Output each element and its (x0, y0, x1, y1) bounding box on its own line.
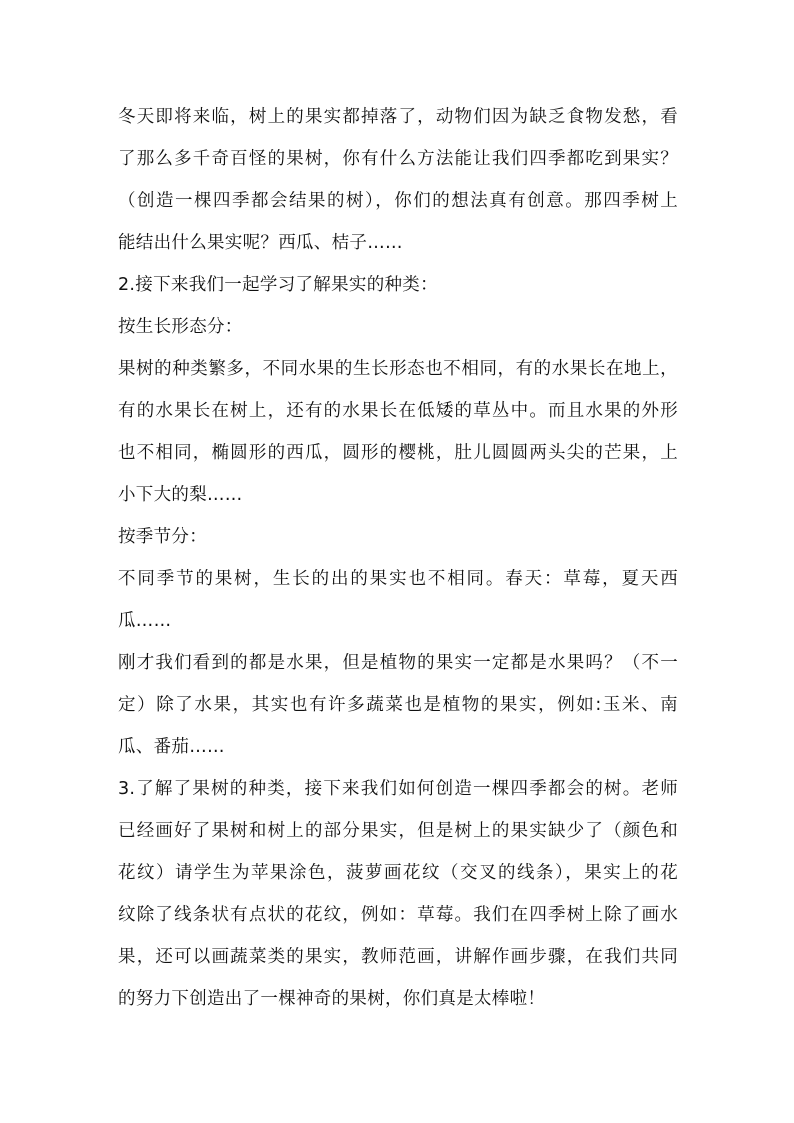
text-line: 冬天即将来临，树上的果实都掉落了，动物们因为缺乏食物发愁，看 (118, 107, 678, 127)
text-line: 按季节分： (118, 527, 207, 547)
text-line: 瓜…… (118, 611, 172, 631)
text-line: 有的水果长在树上，还有的水果长在低矮的草丛中。而且水果的外形 (118, 401, 678, 421)
document-body (118, 96, 678, 1020)
text-line: 定）除了水果，其实也有许多蔬菜也是植物的果实，例如:玉米、南 (118, 695, 678, 715)
text-line: 瓜、番茄…… (118, 737, 225, 757)
text-line: 3.了解了果树的种类，接下来我们如何创造一棵四季都会的树。老师 (118, 779, 678, 799)
text-line: 不同季节的果树，生长的出的果实也不相同。春天：草莓，夏天西 (118, 569, 678, 589)
text-line: （创造一棵四季都会结果的树），你们的想法真有创意。那四季树上 (118, 191, 678, 211)
text-line: 了那么多千奇百怪的果树，你有什么方法能让我们四季都吃到果实？ (118, 149, 678, 169)
text-line: 的努力下创造出了一棵神奇的果树，你们真是太棒啦！ (118, 989, 546, 1009)
text-line: 花纹）请学生为苹果涂色，菠萝画花纹（交叉的线条），果实上的花 (118, 863, 678, 883)
text-line: 果树的种类繁多，不同水果的生长形态也不相同，有的水果长在地上， (118, 359, 678, 379)
text-line: 也不相同，椭圆形的西瓜，圆形的樱桃，肚儿圆圆两头尖的芒果，上 (118, 443, 678, 463)
text-line: 已经画好了果树和树上的部分果实，但是树上的果实缺少了（颜色和 (118, 821, 678, 841)
text-line: 纹除了线条状有点状的花纹，例如：草莓。我们在四季树上除了画水 (118, 905, 678, 925)
text-line: 小下大的梨…… (118, 485, 243, 505)
text-line: 果，还可以画蔬菜类的果实，教师范画，讲解作画步骤，在我们共同 (118, 947, 678, 967)
text-line: 按生长形态分： (118, 317, 243, 337)
text-line: 能结出什么果实呢？西瓜、桔子…… (118, 233, 403, 253)
text-line: 刚才我们看到的都是水果，但是植物的果实一定都是水果吗？（不一 (118, 653, 678, 673)
text-line: 2.接下来我们一起学习了解果实的种类： (118, 275, 438, 295)
